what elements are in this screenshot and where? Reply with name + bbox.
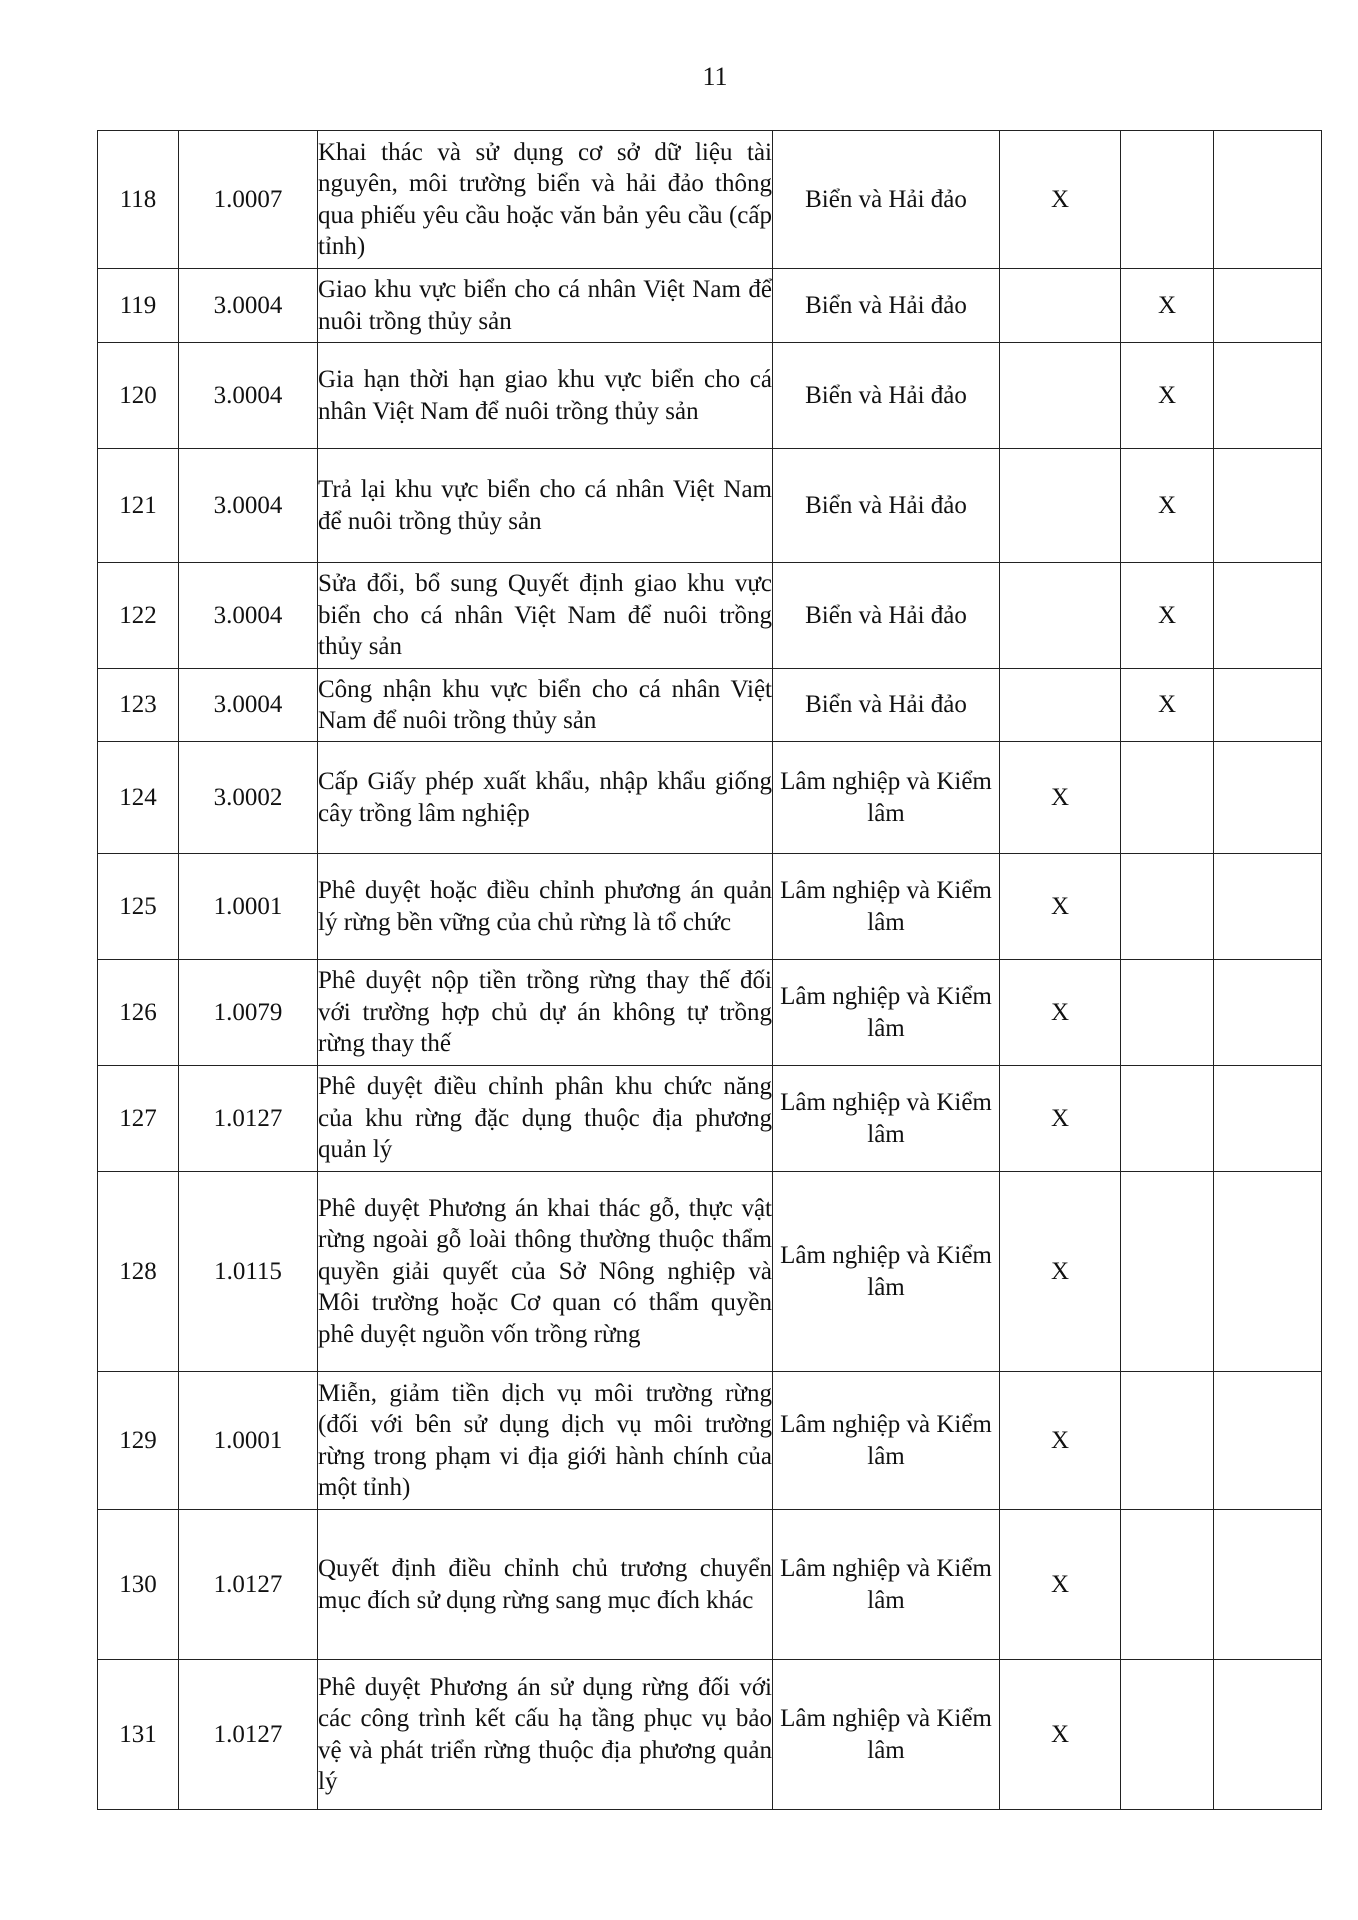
mark-column-2: [1121, 1172, 1214, 1372]
row-number: 130: [98, 1510, 179, 1660]
procedure-field: Lâm nghiệp và Kiểm lâm: [773, 1510, 1000, 1660]
procedure-name: Giao khu vực biển cho cá nhân Việt Nam để nuôi trồng thủy sản: [318, 269, 773, 343]
row-number: 122: [98, 563, 179, 669]
mark-column-1: X: [1000, 742, 1121, 854]
row-number: 128: [98, 1172, 179, 1372]
procedure-field: Lâm nghiệp và Kiểm lâm: [773, 854, 1000, 960]
mark-column-1: [1000, 563, 1121, 669]
mark-column-1: [1000, 343, 1121, 449]
mark-column-3: [1214, 343, 1322, 449]
procedure-code: 3.0004: [179, 563, 318, 669]
procedure-name: Phê duyệt nộp tiền trồng rừng thay thế đối với trường hợp chủ dự án không tự trồng rừng thay thế: [318, 960, 773, 1066]
procedure-name: Miễn, giảm tiền dịch vụ môi trường rừng (đối với bên sử dụng dịch vụ môi trường rừng trong phạm vi địa giới hành chính của một tỉnh): [318, 1372, 773, 1510]
mark-column-1: [1000, 449, 1121, 563]
row-number: 131: [98, 1660, 179, 1810]
row-number: 125: [98, 854, 179, 960]
table-row: [98, 449, 1322, 563]
procedure-code: 1.0001: [179, 854, 318, 960]
procedure-field: Lâm nghiệp và Kiểm lâm: [773, 1372, 1000, 1510]
procedure-name: Phê duyệt Phương án sử dụng rừng đối với các công trình kết cấu hạ tầng phục vụ bảo vệ và phát triển rừng thuộc địa phương quản lý: [318, 1660, 773, 1810]
table-row: [98, 1172, 1322, 1372]
mark-column-1: X: [1000, 1066, 1121, 1172]
procedure-field: Biển và Hải đảo: [773, 669, 1000, 742]
mark-column-3: [1214, 1372, 1322, 1510]
mark-column-2: [1121, 960, 1214, 1066]
table-row: [98, 960, 1322, 1066]
row-number: 121: [98, 449, 179, 563]
mark-column-1: X: [1000, 131, 1121, 269]
mark-column-1: [1000, 269, 1121, 343]
procedure-code: 1.0127: [179, 1510, 318, 1660]
row-number: 119: [98, 269, 179, 343]
procedure-code: 3.0004: [179, 343, 318, 449]
procedure-name: Công nhận khu vực biển cho cá nhân Việt Nam để nuôi trồng thủy sản: [318, 669, 773, 742]
table-row: [98, 1066, 1322, 1172]
mark-column-1: X: [1000, 1372, 1121, 1510]
procedure-field: Biển và Hải đảo: [773, 563, 1000, 669]
mark-column-1: X: [1000, 1510, 1121, 1660]
table-row: [98, 1372, 1322, 1510]
row-number: 126: [98, 960, 179, 1066]
mark-column-2: X: [1121, 449, 1214, 563]
procedure-name: Khai thác và sử dụng cơ sở dữ liệu tài nguyên, môi trường biển và hải đảo thông qua phiếu yêu cầu hoặc văn bản yêu cầu (cấp tỉnh): [318, 131, 773, 269]
mark-column-3: [1214, 131, 1322, 269]
procedure-name: Gia hạn thời hạn giao khu vực biển cho cá nhân Việt Nam để nuôi trồng thủy sản: [318, 343, 773, 449]
procedure-code: 1.0127: [179, 1660, 318, 1810]
procedure-name: Phê duyệt Phương án khai thác gỗ, thực vật rừng ngoài gỗ loài thông thường thuộc thẩm quyền giải quyết của Sở Nông nghiệp và Môi trường hoặc Cơ quan có thẩm quyền phê duyệt nguồn vốn trồng rừng: [318, 1172, 773, 1372]
table-row: [98, 131, 1322, 269]
procedure-name: Quyết định điều chỉnh chủ trương chuyển mục đích sử dụng rừng sang mục đích khác: [318, 1510, 773, 1660]
mark-column-2: [1121, 1660, 1214, 1810]
mark-column-2: [1121, 742, 1214, 854]
mark-column-3: [1214, 854, 1322, 960]
mark-column-1: [1000, 669, 1121, 742]
procedure-code: 1.0001: [179, 1372, 318, 1510]
mark-column-3: [1214, 669, 1322, 742]
procedure-code: 1.0007: [179, 131, 318, 269]
table-row: [98, 669, 1322, 742]
procedure-field: Lâm nghiệp và Kiểm lâm: [773, 1172, 1000, 1372]
mark-column-3: [1214, 563, 1322, 669]
procedure-name: Sửa đổi, bổ sung Quyết định giao khu vực biển cho cá nhân Việt Nam để nuôi trồng thủy sản: [318, 563, 773, 669]
procedure-name: Phê duyệt điều chỉnh phân khu chức năng của khu rừng đặc dụng thuộc địa phương quản lý: [318, 1066, 773, 1172]
table-row: [98, 343, 1322, 449]
row-number: 123: [98, 669, 179, 742]
row-number: 129: [98, 1372, 179, 1510]
mark-column-1: X: [1000, 1660, 1121, 1810]
procedure-code: 1.0115: [179, 1172, 318, 1372]
procedure-field: Biển và Hải đảo: [773, 449, 1000, 563]
row-number: 118: [98, 131, 179, 269]
procedure-field: Lâm nghiệp và Kiểm lâm: [773, 960, 1000, 1066]
mark-column-3: [1214, 742, 1322, 854]
procedure-name: Phê duyệt hoặc điều chỉnh phương án quản lý rừng bền vững của chủ rừng là tổ chức: [318, 854, 773, 960]
procedure-code: 3.0004: [179, 669, 318, 742]
mark-column-1: X: [1000, 1172, 1121, 1372]
row-number: 120: [98, 343, 179, 449]
procedure-field: Lâm nghiệp và Kiểm lâm: [773, 1066, 1000, 1172]
row-number: 124: [98, 742, 179, 854]
mark-column-2: X: [1121, 269, 1214, 343]
procedure-code: 1.0127: [179, 1066, 318, 1172]
mark-column-3: [1214, 960, 1322, 1066]
table-row: [98, 269, 1322, 343]
mark-column-2: [1121, 1372, 1214, 1510]
procedure-code: 1.0079: [179, 960, 318, 1066]
mark-column-3: [1214, 269, 1322, 343]
mark-column-2: [1121, 131, 1214, 269]
procedure-field: Lâm nghiệp và Kiểm lâm: [773, 1660, 1000, 1810]
table-row: [98, 563, 1322, 669]
procedure-code: 3.0004: [179, 449, 318, 563]
table-row: [98, 1510, 1322, 1660]
procedure-code: 3.0004: [179, 269, 318, 343]
mark-column-3: [1214, 1172, 1322, 1372]
mark-column-3: [1214, 1510, 1322, 1660]
mark-column-3: [1214, 1066, 1322, 1172]
page-number: 11: [702, 62, 728, 91]
procedure-field: Biển và Hải đảo: [773, 269, 1000, 343]
procedure-name: Cấp Giấy phép xuất khẩu, nhập khẩu giống cây trồng lâm nghiệp: [318, 742, 773, 854]
procedure-name: Trả lại khu vực biển cho cá nhân Việt Nam để nuôi trồng thủy sản: [318, 449, 773, 563]
mark-column-3: [1214, 1660, 1322, 1810]
mark-column-1: X: [1000, 854, 1121, 960]
mark-column-2: X: [1121, 343, 1214, 449]
procedure-code: 3.0002: [179, 742, 318, 854]
row-number: 127: [98, 1066, 179, 1172]
procedure-table: [97, 130, 1322, 1810]
mark-column-2: X: [1121, 563, 1214, 669]
mark-column-2: [1121, 1510, 1214, 1660]
mark-column-1: X: [1000, 960, 1121, 1066]
mark-column-2: [1121, 854, 1214, 960]
table-row: [98, 854, 1322, 960]
mark-column-3: [1214, 449, 1322, 563]
mark-column-2: X: [1121, 669, 1214, 742]
mark-column-2: [1121, 1066, 1214, 1172]
table-row: [98, 742, 1322, 854]
table-row: [98, 1660, 1322, 1810]
procedure-field: Biển và Hải đảo: [773, 131, 1000, 269]
procedure-field: Lâm nghiệp và Kiểm lâm: [773, 742, 1000, 854]
procedure-field: Biển và Hải đảo: [773, 343, 1000, 449]
